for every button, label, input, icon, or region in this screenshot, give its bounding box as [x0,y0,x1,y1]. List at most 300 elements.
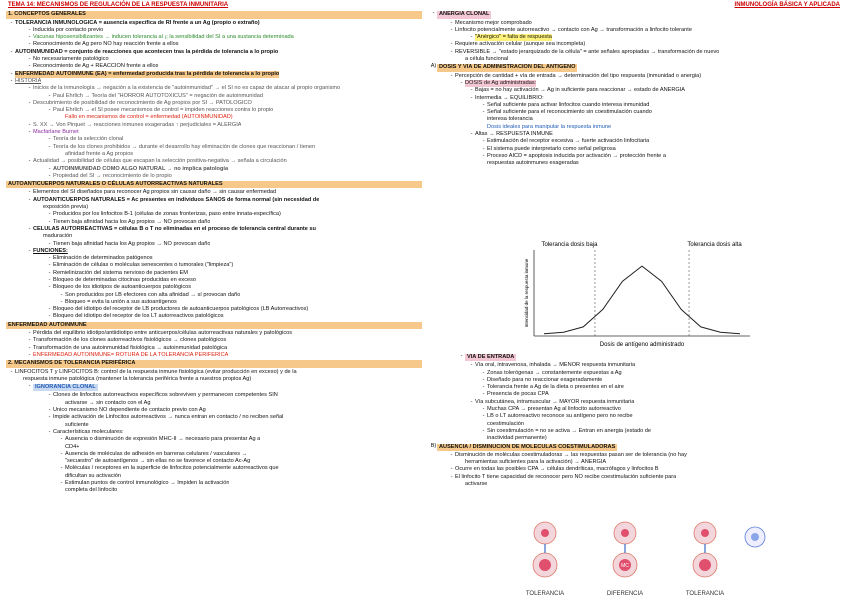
right-column [428,0,842,168]
bullet-marker: - [28,196,31,203]
bullet-marker: - [470,94,473,101]
bullet-text: LINFOCITOS T y LINFOCITOS B: control de la respuesta inmune fisiológica (evitar producción en exceso) y de la [15,368,297,375]
bullet-line [6,345,422,352]
bullet-text: Teoría de la selección clonal [53,136,124,143]
bullet-text: REVERSIBLE → "estado jerarquizado de la célula" = ante señales apropiadas → transformación de nuevo [455,48,720,55]
bullet-marker: - [60,291,63,298]
bullet-marker: - [28,121,31,128]
bullet-marker: - [48,240,51,247]
bullet-text: dificultan su activación [65,472,121,479]
bullet-text: Actualidad → posibilidad de células que escapan la selección positiva-negativa → señala a circulación [33,158,287,165]
bullet-text: herramientas suficientes para la activación) → ANERGIA [465,459,607,466]
bullet-marker [36,233,43,240]
bullet-line [6,299,422,306]
bullet-line [6,241,422,248]
bullet-line [428,413,842,420]
bullet-text: Reconocimiento de Ag + REACCIÓN frente a ellos [33,63,159,70]
bullet-text: interesa tolerancia [487,116,533,123]
bullet-text: a célula funcional [465,56,509,63]
bullet-line [6,114,422,121]
bullet-line [6,41,422,48]
bullet-line [428,102,842,109]
section-heading: ENFERMEDAD AUTOINMUNE [6,322,422,329]
bullet-line [6,144,422,151]
bullet-marker: - [482,391,485,398]
bullet-marker [58,473,65,480]
bullet-line [6,422,422,429]
left-column [6,0,422,495]
bullet-marker [58,458,65,465]
bullet-line [428,406,842,413]
bullet-line [6,136,422,143]
bullet-line [6,458,422,465]
bullet-line [428,421,842,428]
bullet-marker: - [48,107,51,114]
bullet-line [428,131,842,138]
bullet-marker [58,151,65,158]
bullet-text: respuesta inmune patológica (mantener la tolerancia periférica frente a nuestros propios Ag) [23,375,252,382]
bullet-line [428,443,842,452]
bullet-text: exposición previa) [43,204,89,211]
bullet-marker: - [450,451,453,458]
bullet-line [6,204,422,211]
bullet-text: Macfarlane Burnet [33,129,79,136]
bullet-text: ENFERMEDAD AUTOINMUNE (EA) = enfermedad producida tras la pérdida de tolerancia a lo propio [15,70,280,77]
bullet-marker [58,487,65,494]
bullet-text: Linfocito potencialmente autorreactivo → contacto con Ag → transformación a linfocito tolerante [455,26,692,33]
bullet-marker: - [10,48,13,55]
bullet-marker: - [28,26,31,33]
bullet-line [6,63,422,70]
bullet-marker: - [48,407,51,414]
bullet-line [6,392,422,399]
bullet-marker: - [10,19,13,26]
bullet-marker: - [48,143,51,150]
bullet-text: Requiere activación celular (aunque sea incompleta) [455,41,586,48]
bullet-text: FUNCIONES: [33,247,68,254]
bullet-marker: - [28,247,31,254]
bullet-line [428,34,842,41]
bullet-text: "secuestro" de autoantígenos → sin ellas no se favorece el contacto Ac-Ag [65,458,251,465]
bullet-line [6,330,422,337]
bullet-text: Descubrimiento de posibilidad de reconocimiento de Ag propios por SI → PATOLÓGICO [33,99,252,106]
bullet-line [6,158,422,165]
bullet-line [6,166,422,173]
bullet-text: Propiedad del SI → reconocimiento de lo propio [53,172,172,179]
bullet-marker: - [28,330,31,337]
section-heading: AUTOANTICUERPOS NATURALES O CÉLULAS AUTORREACTIVAS NATURALES [6,181,422,188]
bullet-line [6,34,422,41]
cell-center-mark: MC [621,563,629,569]
bullet-marker: - [450,466,453,473]
bullet-marker: - [470,131,473,138]
bullet-text: Inicios de la inmunología → negación a la existencia de "autoinmunidad" → el SI no es capaz de atacar al propio organismo [33,85,341,92]
bullet-marker: - [470,34,473,41]
bullet-line [428,474,842,481]
bullet-marker [480,160,487,167]
section-heading: 2. MECANISMOS DE TOLERANCIA PERIFÉRICA [6,360,422,367]
bullet-marker: - [470,362,473,369]
apc-nucleus-top [621,529,629,537]
bullet-line [6,197,422,204]
bullet-line [6,78,422,85]
bullet-marker: - [48,211,51,218]
bullet-marker: - [482,413,485,420]
bullet-marker [16,376,23,383]
bullet-line [6,173,422,180]
bullet-text: ENFERMEDAD AUTOINMUNE= ROTURA DE LA TOLERANCIA PERIFÉRICA [33,351,229,358]
bullet-text: HISTORIA [15,77,42,84]
bullet-marker: - [48,269,51,276]
bullet-marker: - [482,369,485,376]
annotation-low-dose: Tolerancia dosis baja [541,242,598,248]
bullet-text: Muchas CPA → presentan Ag al linfocito autorreactivo [487,406,621,413]
bullet-marker: - [48,306,51,313]
bullet-text: suficiente [65,421,89,428]
bullet-line [6,56,422,63]
bullet-text: Mecanismo mejor comprobado [455,19,532,26]
bullet-line [428,146,842,153]
bullet-text: Bloqueo de los idiotipos de autoanticuerpos patológicos [53,284,192,291]
bullet-text: Bloqueo del idiotipo del receptor de los LT autorreactivos patológicos [53,313,224,320]
bullet-line [428,353,842,362]
bullet-marker [480,421,487,428]
bullet-text: Tienen baja afinidad hacia los Ag propios → NO provocan daño [53,218,211,225]
bullet-marker [58,444,65,451]
bullet-text: Ocurre en todas las posibles CPA → células dendríticas, macrófagos y linfocitos B [455,466,659,473]
bullet-line [6,219,422,226]
bullet-line [6,233,422,240]
bullet-line [6,451,422,458]
bullet-line [428,452,842,459]
x-axis-label: Dosis de antígeno administrado [599,342,685,348]
bullet-line [428,377,842,384]
bullet-line [428,362,842,369]
bullet-text: activarse [465,481,488,488]
bullet-text: Clones de linfocitos autorreactivos específicos sobreviven y permanecen competentes SIN [53,392,278,399]
bullet-marker: - [10,77,13,84]
bullet-line [6,444,422,451]
bullet-marker: - [482,109,485,116]
bullet-text: Son producidos por LB efectores con alta afinidad → sí provocan daño [65,291,241,298]
bullet-line [428,481,842,488]
bullet-text: Transformación de una autoinmunidad fisiológica → autoinmunidad patológica [33,344,228,351]
bullet-marker: - [28,85,31,92]
bullet-marker: - [28,225,31,232]
bullet-line [6,129,422,136]
bullet-text: CD4+ [65,443,80,450]
bullet-marker: - [48,255,51,262]
bullet-text: Pérdida del equilibrio idiotipo/antiidiotipo entre anticuerpos/células autorreactivas naturales y patológicos [33,330,293,337]
bullet-line [6,211,422,218]
apc-nucleus-top [701,529,709,537]
bullet-marker [480,116,487,123]
bullet-marker: - [450,19,453,26]
bullet-line [6,20,422,27]
bullet-line [6,262,422,269]
bullet-text: afinidad frente a Ag propios [65,150,134,157]
bullet-marker: - [482,152,485,159]
bullet-marker: - [450,26,453,33]
bullet-marker [58,422,65,429]
bullet-marker: - [28,383,31,390]
bullet-line [6,284,422,291]
bullet-text: AUTOINMUNIDAD = conjunto de reacciones que acontecen tras la pérdida de tolerancia a lo propio [15,48,279,55]
bullet-line [6,277,422,284]
bullet-line [428,20,842,27]
bullet-marker: - [432,10,435,17]
bullet-text: Eliminación de células o moléculas senescentes o tumorales ("limpieza") [53,262,234,269]
bullet-line [428,384,842,391]
bullet-text: Paul Ehrlich → el SI posee mecanismos de control = impiden reacciones contra lo propio [53,107,274,114]
bullet-marker: - [48,172,51,179]
bullet-line [6,189,422,196]
bullet-line [6,248,422,255]
bullet-line [6,352,422,359]
bullet-line [6,306,422,313]
bullet-text: Bajas = no hay activación → Ag in suficiente para reaccionar → estado de ANERGIA [475,87,686,94]
bullet-marker: - [482,138,485,145]
bullet-marker [36,204,43,211]
bullet-text: Remielinización del sistema nervioso de pacientes EM [53,269,188,276]
bullet-marker: - [450,72,453,79]
bullet-marker: - [48,165,51,172]
bullet-line [6,407,422,414]
bullet-line [428,27,842,34]
bullet-line [6,487,422,494]
document-title: TEMA 14: MECANISMOS DE REGULACIÓN DE LA RESPUESTA INMUNITARIA [8,2,229,8]
bullet-marker: - [48,218,51,225]
bullet-text: IGNORANCIA CLONAL [35,384,96,391]
bullet-marker: - [48,284,51,291]
bullet-marker [458,56,465,63]
bullet-text: Altas → RESPUESTA INMUNE [475,131,553,138]
bullet-text: El sistema puede interpretarlo como señal peligrosa [487,145,616,152]
bullet-text: Bloqueo = evita la unión a sus autoantígenos [65,298,177,305]
bullet-marker: - [482,145,485,152]
bullet-marker: - [60,298,63,305]
bullet-text: Moléculas / receptores en la superficie de linfocitos potencialmente autorreactivos que [65,465,279,472]
bullet-marker: - [48,414,51,421]
bullet-line [6,93,422,100]
bullet-text: Proceso AICD = apoptosis inducida por activación → protección frente a [487,152,666,159]
bullet-text: Vía subcutánea, intramuscular → MAYOR respuesta inmunitaria [475,398,635,405]
bullet-line [6,414,422,421]
bullet-marker [458,481,465,488]
bullet-text: respuestas autoinmunes exageradas [487,160,579,167]
bullet-line [6,107,422,114]
bullet-line [6,100,422,107]
right-body-bottom [428,353,842,488]
bullet-marker: - [48,428,51,435]
bullet-line [6,27,422,34]
bullet-marker [458,459,465,466]
bullet-text: inactividad permanente) [487,435,547,442]
bullet-marker: - [48,262,51,269]
bullet-marker: - [28,158,31,165]
bullet-marker: - [470,87,473,94]
bullet-line [6,383,422,392]
bullet-text: Único mecanismo NO dependiente de contacto previo con Ag [53,407,206,414]
bullet-line [6,71,422,78]
bullet-marker: - [482,384,485,391]
y-axis-label: Intensidad de la respuesta inmune [524,258,529,328]
bullet-marker: - [470,398,473,405]
cell-label: TOLERANCIA [685,591,725,597]
bullet-marker: - [10,70,13,77]
bullet-text: coestimulación [487,420,524,427]
bullet-line [428,138,842,145]
bullet-line [6,369,422,376]
bullet-marker: - [48,136,51,143]
bullet-text: Intermedia → EQUILIBRIO: [475,94,544,101]
bullet-marker: - [10,368,13,375]
bullet-text: Tolerancia frente a Ag de la dieta o presentes en el aire [487,384,624,391]
bullet-text: Paul Ehrlich → Teoría del "HORROR AUTOTOXICUS" = negación de autoinmunidad [53,92,263,99]
bullet-marker: - [48,313,51,320]
bullet-text: Vía oral, intravenosa, inhalada → MENOR respuesta inmunitaria [475,362,636,369]
bullet-line [6,226,422,233]
bullet-marker: - [28,189,31,196]
bullet-line [428,435,842,442]
bullet-marker [58,400,65,407]
bullet-marker: - [28,56,31,63]
bullet-marker: - [28,129,31,136]
course-title: INMUNOLOGÍA BÁSICA Y APLICADA [734,2,840,8]
dose-response-chart [520,236,760,351]
bullet-line [428,10,842,19]
bullet-line [6,292,422,299]
bullet-text: No necesariamente patológico [33,56,109,63]
bullet-marker: - [60,436,63,443]
bullet-line [6,122,422,129]
bullet-text: Ausencia de moléculas de adhesión en barreras celulares / vasculares → [65,450,248,457]
bullet-line [6,465,422,472]
bullet-marker: B) [430,442,437,449]
bullet-text: maduración [43,233,73,240]
bullet-text: Fallo en mecanismos de control = enfermedad (AUTOINMUNIDAD) [65,114,233,121]
cell-illustration [525,515,775,600]
bullet-line [428,95,842,102]
bullet-text: Diseñado para no reaccionar exageradamente [487,376,603,383]
bullet-marker: - [450,473,453,480]
bullet-line [6,337,422,344]
bullet-marker: - [60,450,63,457]
bullet-line [428,109,842,116]
bullet-text: Impide activación de Linfocitos autorreactivos → nunca entran en contacto / no reciben señal [53,414,284,421]
bullet-marker: - [450,41,453,48]
bullet-line [6,480,422,487]
bullet-text: Señal suficiente para el reconocimiento sin coestimulación cuando [487,109,652,116]
left-body [6,11,422,494]
bullet-line [428,399,842,406]
bullet-text: activarse → sin contacto con el Ag [65,399,151,406]
bullet-text: Ausencia o disminución de expresión MHC-II → necesario para presentar Ag a [65,436,261,443]
bullet-line [428,428,842,435]
cell-label: TOLERANCIA [525,591,565,597]
lymphocyte-nucleus [699,559,711,571]
bullet-line [6,255,422,262]
section-heading: 1. CONCEPTOS GENERALES [6,11,422,18]
bullet-line [428,153,842,160]
bullet-marker [480,124,487,131]
bullet-line [6,429,422,436]
bullet-line [428,87,842,94]
bullet-text: completa del linfocito [65,487,118,494]
bullet-line [6,85,422,92]
bullet-line [428,116,842,123]
bullet-marker: - [48,92,51,99]
bullet-text: DOSIS de Ag administradas: [465,79,537,86]
bullet-marker: - [28,41,31,48]
response-curve [544,266,740,334]
bullet-marker: - [28,34,31,41]
bullet-text: Bloqueo del idiotipo del receptor de LB productores de autoanticuerpos patológicos (LB Autorreactivos) [53,306,309,313]
bullet-text: Transformación de los clones autorreactivos fisiológicos → clones patológicos [33,337,227,344]
bullet-text: Estimulación del receptor excesiva → fuerte activación linfocitaria [487,138,650,145]
bullet-line [6,400,422,407]
bullet-line [428,466,842,473]
bullet-text: CÉLULAS AUTORREACTIVAS = células B o T no eliminadas en el proceso de tolerancia central durante su [33,225,316,232]
cell-label: DIFERENCIA [606,591,644,597]
dendritic-nucleus [751,533,759,541]
bullet-line [428,160,842,167]
apc-nucleus-top [541,529,549,537]
bullet-marker [480,435,487,442]
bullet-text: ANERGIA CLONAL [439,11,490,18]
bullet-text: Dosis ideales para manipular la respuesta inmune [487,123,612,130]
bullet-line [6,49,422,56]
bullet-text: Estimulan puntos de control inmunológico → Impiden la activación [65,480,230,486]
bullet-marker: - [450,48,453,55]
bullet-marker: - [48,392,51,399]
bullet-marker: - [28,63,31,70]
bullet-text: VÍA DE ENTRADA [467,354,515,360]
bullet-text: S. XX → Von Pirquet → reacciones inmunes exageradas ↑ perjudiciales = ALERGIA [33,121,242,128]
bullet-marker: - [60,465,63,472]
bullet-text: TOLERANCIA INMUNOLÓGICA = ausencia específica de RI frente a un Ag (propio o extraño) [15,19,260,26]
bullet-line [428,459,842,466]
bullet-text: Disminución de moléculas coestimuladoras → las respuestas pasan ser de tolerancia (no hay [455,451,687,458]
bullet-line [428,370,842,377]
bullet-marker: - [28,99,31,106]
bullet-line [6,270,422,277]
bullet-marker: - [482,427,485,434]
right-body-top [428,10,842,167]
bullet-marker [58,114,65,121]
bullet-line [428,63,842,72]
bullet-line [6,436,422,443]
annotation-high-dose: Tolerancia dosis alta [687,242,742,248]
bullet-marker: - [48,276,51,283]
bullet-line [6,151,422,158]
bullet-text: Características moleculares: [53,428,124,435]
bullet-text: Vacunas hiposensibilizantes → inducen tolerancia al ¡; la sensibilidad del SI a una sustancia determinada [33,34,294,41]
bullet-text: LB o LT autorreactivo reconoce su antígeno pero no recibe [487,413,633,420]
bullet-text: Bloqueo de determinadas citocinas producidas en exceso [53,276,197,283]
bullet-text: Reconocimiento de Ag pero NO hay reacción frente a ellos [33,41,179,48]
bullet-marker: - [482,406,485,413]
bullet-text: AUTOINMUNIDAD COMO ALGO NATURAL → no implica patología [53,165,229,172]
bullet-marker: - [28,344,31,351]
bullet-marker: A) [430,63,437,70]
bullet-text: AUSENCIA / DISMINUCIÓN DE MOLÉCULAS COESTIMULADORAS [439,443,616,450]
bullet-marker: - [482,101,485,108]
bullet-marker: - [482,376,485,383]
bullet-text: Elementos del SI diseñados para reconocer Ag propios sin causar daño → sin causar enfermedad [33,189,277,196]
bullet-text: Sin coestimulación = no se activa → Entran en anergia (estado de [487,427,652,434]
bullet-text: "Anérgico" = falta de respuesta [475,34,552,41]
